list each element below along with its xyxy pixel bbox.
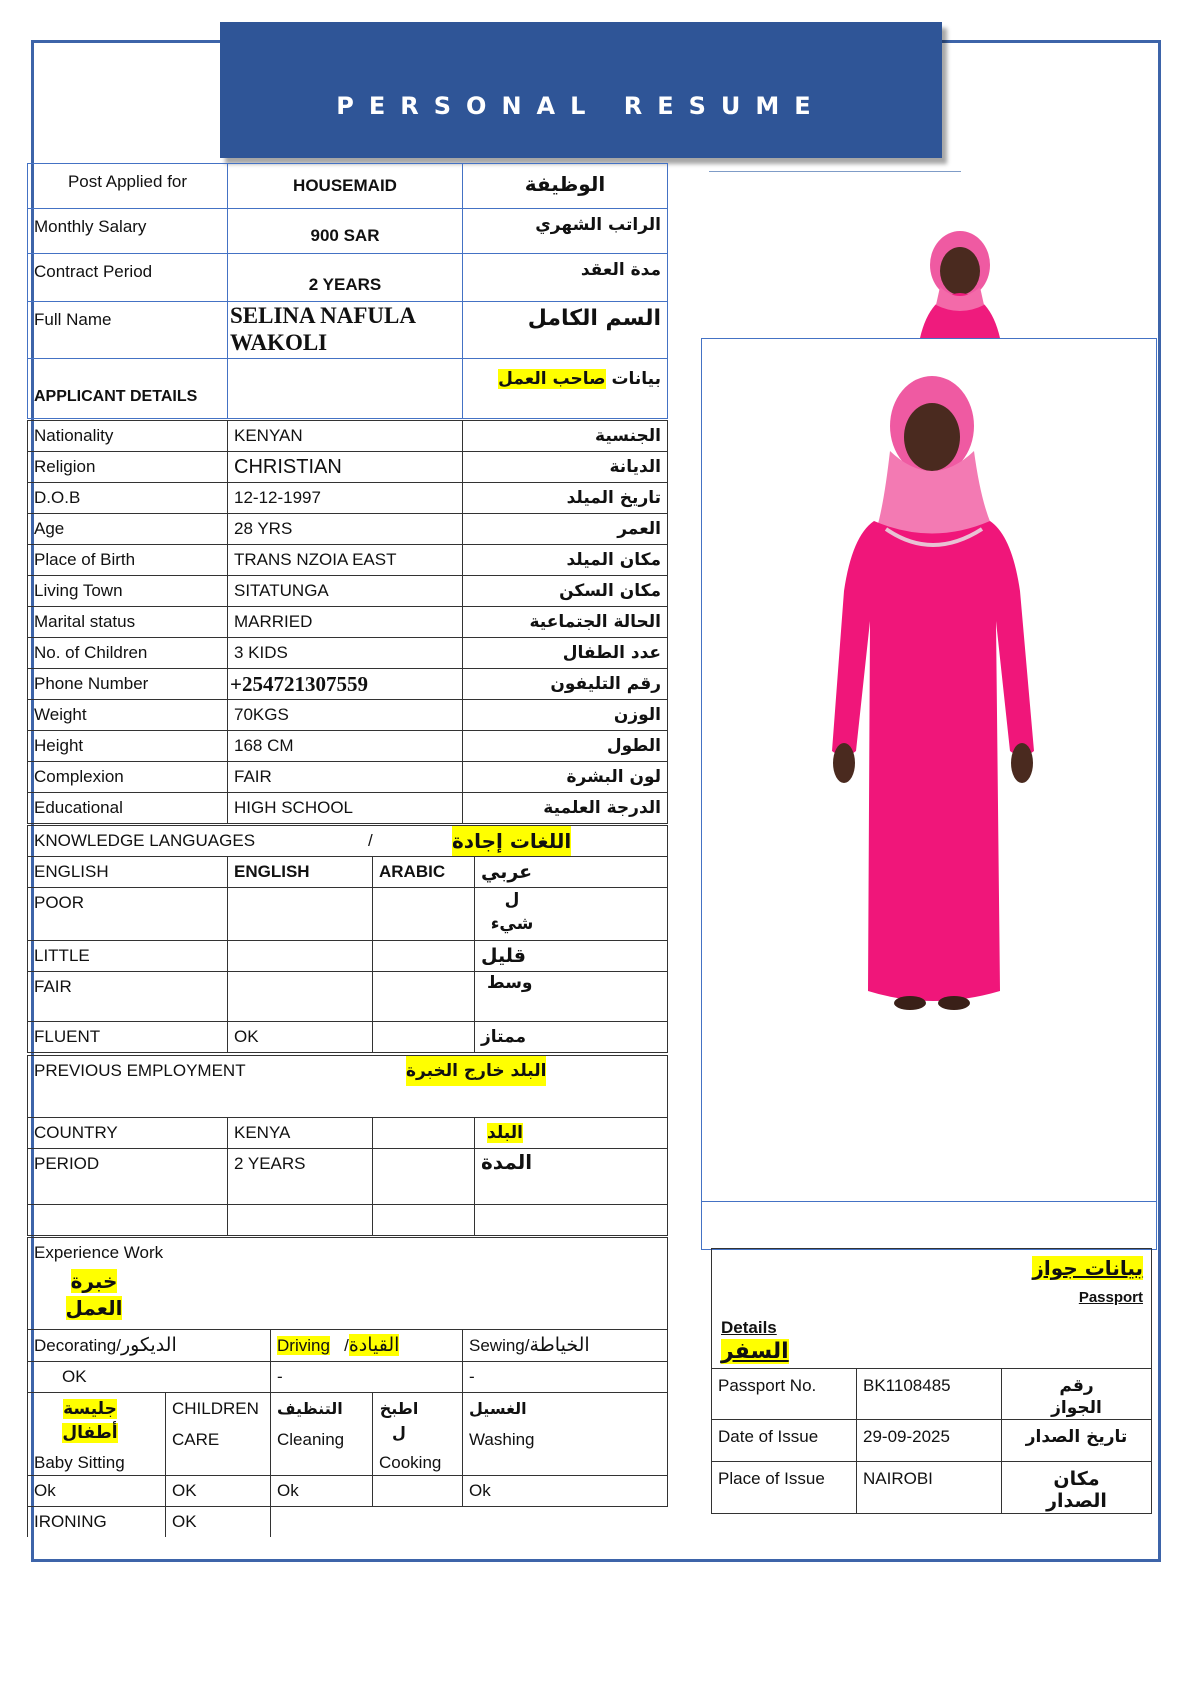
driving-en: Driving	[277, 1336, 330, 1355]
country-label-ar	[475, 1118, 668, 1149]
place-of-issue-ar-text: مكان الصدار	[1046, 1468, 1107, 1512]
detail-label: Place of Birth	[28, 545, 228, 576]
table-row	[28, 941, 668, 972]
decorating-value: OK	[28, 1362, 271, 1393]
children-care-value: OK	[166, 1476, 271, 1507]
detail-label-ar: الحالة الجتماعية	[463, 607, 668, 638]
cleaning-en: Cleaning	[277, 1430, 345, 1449]
empty-cell	[463, 1507, 668, 1538]
detail-label: Age	[28, 514, 228, 545]
period-label: PERIOD	[28, 1149, 228, 1205]
country-value: KENYA	[228, 1118, 373, 1149]
washing-label	[463, 1393, 668, 1476]
table-row	[28, 576, 668, 607]
lang-row-label: POOR	[28, 888, 228, 941]
photo-divider	[702, 1201, 1156, 1202]
lang-row-arabic	[373, 1022, 475, 1053]
washing-value: Ok	[463, 1476, 668, 1507]
table-row	[712, 1249, 1152, 1369]
experience-heading-ar	[54, 1268, 134, 1322]
table-row	[28, 762, 668, 793]
empty-cell	[373, 1205, 475, 1236]
detail-value: 70KGS	[228, 700, 463, 731]
salary-label: Monthly Salary	[28, 209, 228, 254]
detail-label: Religion	[28, 452, 228, 483]
table-row	[28, 700, 668, 731]
table-row	[28, 1056, 668, 1118]
passport-no-ar	[1002, 1369, 1152, 1420]
lang-row-arabic	[373, 972, 475, 1022]
table-row	[28, 1238, 668, 1330]
empty-cell	[373, 1149, 475, 1205]
table-row	[28, 359, 668, 419]
lang-row-ar-text: وسط	[487, 973, 533, 993]
post-value: HOUSEMAID	[228, 164, 463, 209]
experience-heading-ar-text: خبرة العمل	[65, 1269, 123, 1320]
empty-cell	[228, 1205, 373, 1236]
detail-label-ar: رقم التليفون	[463, 669, 668, 700]
lang-row-ar	[475, 888, 668, 941]
babysitting-en: Baby Sitting	[34, 1453, 125, 1472]
detail-value: KENYAN	[228, 421, 463, 452]
detail-label-ar: العمر	[463, 514, 668, 545]
experience-heading-en: Experience Work	[34, 1243, 164, 1262]
lang-col-arabic-ar: عربي	[475, 857, 668, 888]
washing-en: Washing	[469, 1430, 535, 1449]
detail-value: 168 CM	[228, 731, 463, 762]
experience-heading	[28, 1238, 668, 1330]
detail-label-ar: الجنسية	[463, 421, 668, 452]
photo-frame	[701, 338, 1157, 1250]
cooking-en: Cooking	[379, 1453, 442, 1472]
detail-label: No. of Children	[28, 638, 228, 669]
table-row	[28, 1149, 668, 1205]
table-row	[28, 421, 668, 452]
babysitting-value: Ok	[28, 1476, 166, 1507]
period-value: 2 YEARS	[228, 1149, 373, 1205]
driving-value: -	[271, 1362, 463, 1393]
driving-label	[271, 1330, 463, 1362]
lang-col-arabic: ARABIC	[373, 857, 475, 888]
detail-label: Height	[28, 731, 228, 762]
decorating-label	[28, 1330, 271, 1362]
detail-label-ar: الوزن	[463, 700, 668, 731]
table-row	[28, 972, 668, 1022]
table-row	[28, 514, 668, 545]
country-ar-text: البلد	[487, 1123, 523, 1143]
applicant-details-label: APPLICANT DETAILS	[28, 359, 228, 419]
ironing-label: IRONING	[28, 1507, 166, 1538]
table-row	[28, 1205, 668, 1236]
passport-no-ar-text: رقم الجواز	[1051, 1376, 1102, 1418]
babysitting-ar	[60, 1397, 120, 1445]
passport-heading-ar-text: بيانات جواز	[1032, 1256, 1144, 1280]
table-row	[28, 452, 668, 483]
details-ar-text: السفر	[721, 1339, 789, 1364]
table-row	[28, 607, 668, 638]
empty-cell	[28, 1205, 228, 1236]
applicant-details-ar	[463, 359, 668, 419]
cooking-label	[373, 1393, 463, 1476]
applicant-ar-a: بيانات	[611, 369, 661, 389]
detail-label-ar: لون البشرة	[463, 762, 668, 793]
table-row	[28, 1476, 668, 1507]
table-row	[28, 793, 668, 824]
detail-label-ar: عدد الطفال	[463, 638, 668, 669]
place-of-issue-label: Place of Issue	[712, 1462, 857, 1514]
employment-table	[27, 1055, 668, 1236]
period-ar-text: المدة	[481, 1150, 533, 1174]
date-of-issue-label: Date of Issue	[712, 1420, 857, 1462]
table-row	[28, 1362, 668, 1393]
place-of-issue-value: NAIROBI	[857, 1462, 1002, 1514]
detail-label-ar: الطول	[463, 731, 668, 762]
post-label: Post Applied for	[28, 164, 228, 209]
employment-heading	[28, 1056, 668, 1118]
table-row	[28, 1022, 668, 1053]
passport-table	[711, 1248, 1152, 1514]
contract-label: Contract Period	[28, 254, 228, 302]
lang-row-english	[228, 888, 373, 941]
passport-heading-ar	[1032, 1257, 1143, 1279]
ironing-value: OK	[166, 1507, 271, 1538]
detail-label: Weight	[28, 700, 228, 731]
detail-value: 28 YRS	[228, 514, 463, 545]
table-row	[28, 669, 668, 700]
salary-value: 900 SAR	[228, 209, 463, 254]
applicant-photo	[782, 371, 1082, 1031]
languages-heading	[28, 826, 668, 857]
table-row	[28, 857, 668, 888]
detail-label-ar: مكان السكن	[463, 576, 668, 607]
date-of-issue-value: 29-09-2025	[857, 1420, 1002, 1462]
cleaning-ar: التنظيف	[277, 1399, 343, 1418]
table-row	[28, 483, 668, 514]
name-label-ar: السم الكامل	[463, 302, 668, 359]
lang-row-label: LITTLE	[28, 941, 228, 972]
detail-value: MARRIED	[228, 607, 463, 638]
contract-label-ar: مدة العقد	[463, 254, 668, 302]
detail-label: Nationality	[28, 421, 228, 452]
cooking-value	[373, 1476, 463, 1507]
details-label: Details	[721, 1318, 777, 1337]
full-name-value: SELINA NAFULA WAKOLI	[228, 302, 463, 359]
empty-cell	[373, 1507, 463, 1538]
detail-value: +254721307559	[228, 669, 463, 700]
passport-no-label: Passport No.	[712, 1369, 857, 1420]
job-info-table	[27, 163, 668, 419]
detail-label: Complexion	[28, 762, 228, 793]
empty-cell	[271, 1507, 373, 1538]
languages-heading-ar: اللغات إجادة	[452, 826, 571, 856]
employment-heading-ar: البلد خارج الخبرة	[406, 1056, 546, 1086]
sewing-value: -	[463, 1362, 668, 1393]
sewing-en: Sewing/	[469, 1336, 530, 1355]
lang-row-ar: قليل	[475, 941, 668, 972]
lang-col-english: ENGLISH	[228, 857, 373, 888]
contract-value: 2 YEARS	[228, 254, 463, 302]
driving-slash: /	[344, 1336, 349, 1355]
date-of-issue-ar: تاريخ الصدار	[1002, 1420, 1152, 1462]
personal-details-table	[27, 420, 668, 824]
applicant-photo-thumb-svg	[900, 225, 1020, 338]
applicant-photo-thumb	[900, 225, 1020, 338]
babysitting-ar-text: جليسة أطفال	[62, 1399, 118, 1443]
name-label: Full Name	[28, 302, 228, 359]
period-label-ar	[475, 1149, 668, 1205]
passport-heading	[712, 1249, 1152, 1369]
details-ar	[721, 1341, 789, 1363]
languages-slash: /	[368, 831, 373, 850]
table-row	[28, 164, 668, 209]
detail-label-ar: مكان الميلد	[463, 545, 668, 576]
cleaning-label	[271, 1393, 373, 1476]
decorating-ar: الديكور	[120, 1334, 177, 1356]
lang-row-arabic	[373, 888, 475, 941]
lang-row-arabic	[373, 941, 475, 972]
table-row	[28, 731, 668, 762]
table-row	[28, 1507, 668, 1538]
sewing-label	[463, 1330, 668, 1362]
detail-value: 12-12-1997	[228, 483, 463, 514]
lang-row-ar	[475, 972, 668, 1022]
children-care-b: CARE	[172, 1430, 220, 1449]
children-care-label	[166, 1393, 271, 1476]
table-row	[28, 638, 668, 669]
divider	[709, 171, 961, 172]
sewing-ar: الخياطة	[529, 1334, 590, 1356]
post-label-ar: الوظيفة	[463, 164, 668, 209]
table-row	[28, 1393, 668, 1476]
languages-heading-en: KNOWLEDGE LANGUAGES	[34, 831, 256, 850]
table-row	[28, 1330, 668, 1362]
lang-row-label: FAIR	[28, 972, 228, 1022]
detail-label: Educational	[28, 793, 228, 824]
table-row	[712, 1420, 1152, 1462]
lang-row-english: OK	[228, 1022, 373, 1053]
detail-value: HIGH SCHOOL	[228, 793, 463, 824]
page-title: PERSONAL RESUME	[336, 92, 826, 120]
driving-ar: القيادة	[348, 1334, 400, 1356]
table-row	[28, 209, 668, 254]
passport-heading-en: Passport	[1078, 1289, 1144, 1306]
lang-row-ar: ممتاز	[475, 1022, 668, 1053]
detail-value: TRANS NZOIA EAST	[228, 545, 463, 576]
lang-col-label: ENGLISH	[28, 857, 228, 888]
detail-label: D.O.B	[28, 483, 228, 514]
header-banner	[220, 22, 942, 158]
country-label: COUNTRY	[28, 1118, 228, 1149]
detail-value: SITATUNGA	[228, 576, 463, 607]
empty-cell	[373, 1118, 475, 1149]
table-row	[28, 545, 668, 576]
table-row	[28, 302, 668, 359]
detail-label: Living Town	[28, 576, 228, 607]
table-row	[712, 1462, 1152, 1514]
empty-cell	[475, 1205, 668, 1236]
detail-label-ar: الديانة	[463, 452, 668, 483]
cooking-ar: اطبخ ل	[379, 1399, 419, 1442]
place-of-issue-ar	[1002, 1462, 1152, 1514]
detail-value: CHRISTIAN	[228, 452, 463, 483]
employment-heading-en: PREVIOUS EMPLOYMENT	[34, 1061, 246, 1080]
table-row	[712, 1369, 1152, 1420]
detail-label: Phone Number	[28, 669, 228, 700]
washing-ar: الغسيل	[469, 1399, 527, 1418]
passport-no-value: BK1108485	[857, 1369, 1002, 1420]
children-care-a: CHILDREN	[172, 1399, 259, 1418]
table-row	[28, 254, 668, 302]
lang-row-english	[228, 941, 373, 972]
detail-value: FAIR	[228, 762, 463, 793]
cleaning-value: Ok	[271, 1476, 373, 1507]
babysitting-label	[28, 1393, 166, 1476]
lang-row-ar-text: ل شيء	[490, 890, 534, 934]
table-row	[28, 826, 668, 857]
salary-label-ar: الراتب الشهري	[463, 209, 668, 254]
table-row	[28, 888, 668, 941]
detail-label-ar: تاريخ الميلد	[463, 483, 668, 514]
languages-table	[27, 825, 668, 1053]
detail-value: 3 KIDS	[228, 638, 463, 669]
detail-label-ar: الدرجة العلمية	[463, 793, 668, 824]
lang-row-label: FLUENT	[28, 1022, 228, 1053]
detail-label: Marital status	[28, 607, 228, 638]
applicant-ar-b: صاحب العمل	[498, 369, 606, 389]
table-row	[28, 1118, 668, 1149]
lang-row-english	[228, 972, 373, 1022]
experience-table	[27, 1237, 668, 1537]
empty-cell	[228, 359, 463, 419]
decorating-en: Decorating/	[34, 1336, 121, 1355]
